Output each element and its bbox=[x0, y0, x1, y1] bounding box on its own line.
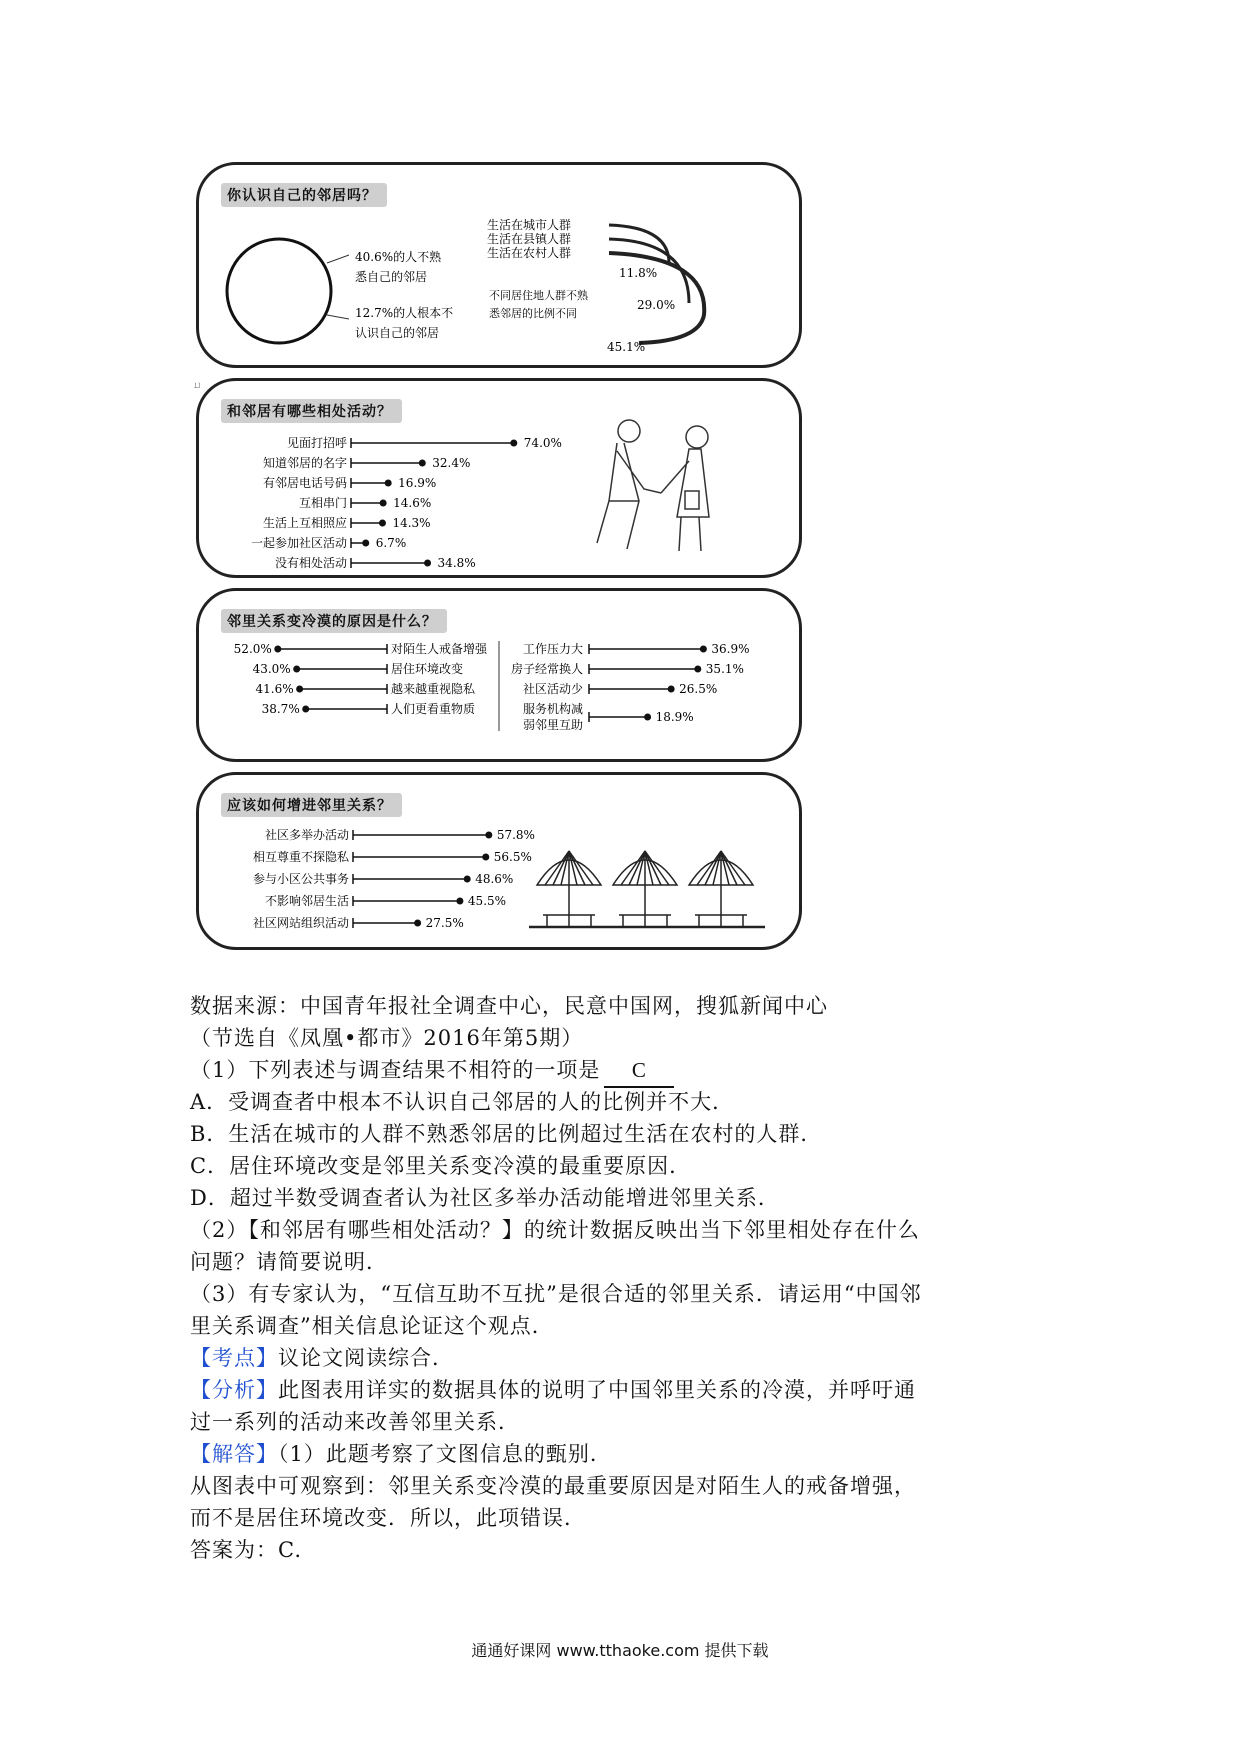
improve-chart bbox=[199, 775, 799, 949]
question-1 bbox=[190, 1054, 1050, 1086]
activity-value: 74.0% bbox=[523, 436, 562, 450]
reason-right-dot bbox=[694, 666, 701, 673]
reason-left-label: 对陌生人戒备增强 bbox=[391, 642, 488, 656]
activity-dot bbox=[419, 460, 426, 467]
value-rural: 45.1% bbox=[607, 340, 646, 354]
question-2-line2: 问题？请简要说明． bbox=[190, 1250, 388, 1274]
improve-label: 社区网站组织活动 bbox=[252, 916, 349, 930]
side-mark: ㄩ bbox=[193, 381, 203, 391]
couple-illustration bbox=[597, 420, 709, 551]
activity-dot bbox=[362, 540, 369, 547]
note-b-line2: 认识自己的邻居 bbox=[355, 326, 440, 340]
panel-title-activities: 和邻居有哪些相处活动？ bbox=[221, 399, 402, 423]
jieda-line2: 从图表中可观察到：邻里关系变冷漠的最重要原因是对陌生人的戒备增强， bbox=[190, 1474, 916, 1498]
improve-value: 57.8% bbox=[496, 828, 535, 842]
reason-left-value: 43.0% bbox=[252, 662, 291, 676]
activity-label: 见面打招呼 bbox=[286, 436, 347, 450]
improve-label: 社区多举办活动 bbox=[264, 828, 349, 842]
panel-activities bbox=[196, 378, 802, 578]
value-city: 11.8% bbox=[619, 266, 658, 280]
question-1-text: （1）下列表述与调查结果不相符的一项是 bbox=[190, 1058, 601, 1082]
option-a: A．受调查者中根本不认识自己邻居的人的比例并不大． bbox=[190, 1090, 735, 1114]
question-text bbox=[190, 990, 1050, 1566]
activity-dot bbox=[424, 560, 431, 567]
kaodian-text: 议论文阅读综合． bbox=[278, 1346, 454, 1370]
question-1-answer: C bbox=[604, 1054, 674, 1088]
note-a-line2: 悉自己的邻居 bbox=[355, 270, 428, 284]
reason-right-label: 房子经常换人 bbox=[510, 662, 583, 676]
improve-value: 48.6% bbox=[475, 872, 514, 886]
reason-right-label-1: 服务机构减 bbox=[522, 702, 583, 716]
caption-line1: 不同居住地人群不熟 bbox=[489, 289, 588, 302]
activity-label: 知道邻居的名字 bbox=[262, 456, 347, 470]
question-3-line1: （3）有专家认为，“互信互助不互扰”是很合适的邻里关系．请运用“中国邻 bbox=[190, 1282, 922, 1306]
question-2-line1: （2）【和邻居有哪些相处活动？】的统计数据反映出当下邻里相处存在什么 bbox=[190, 1218, 920, 1242]
activity-dot bbox=[385, 480, 392, 487]
activity-value: 14.6% bbox=[393, 496, 432, 510]
reason-right-label: 工作压力大 bbox=[522, 642, 583, 656]
jieda-line3: 而不是居住环境改变．所以，此项错误． bbox=[190, 1506, 586, 1530]
caption-line2: 悉邻居的比例不同 bbox=[489, 307, 577, 320]
improve-dot bbox=[414, 920, 421, 927]
group-rural: 生活在农村人群 bbox=[487, 246, 572, 260]
jieda-line bbox=[190, 1438, 1050, 1470]
reason-right-value: 18.9% bbox=[655, 710, 694, 724]
reason-left-label: 越来越重视隐私 bbox=[391, 682, 476, 696]
kaodian-line bbox=[190, 1342, 1050, 1374]
reason-right-value: 36.9% bbox=[711, 642, 750, 656]
question-3-line2: 里关系调查”相关信息论证这个观点． bbox=[190, 1314, 554, 1338]
note-a-line1: 40.6%的人不熟 bbox=[355, 250, 442, 264]
reason-left-value: 38.7% bbox=[261, 702, 300, 716]
jieda-text: （1）此题考察了文图信息的甄别． bbox=[278, 1442, 612, 1466]
panel-improve bbox=[196, 772, 802, 950]
proportion-circle bbox=[227, 239, 331, 343]
survey-infographic bbox=[196, 160, 818, 984]
option-b: B．生活在城市的人群不熟悉邻居的比例超过生活在农村的人群． bbox=[190, 1122, 823, 1146]
reasons-chart bbox=[199, 591, 799, 761]
reason-right-value: 35.1% bbox=[705, 662, 744, 676]
panel-reasons bbox=[196, 588, 802, 762]
activity-label: 互相串门 bbox=[298, 496, 347, 510]
activity-value: 16.9% bbox=[398, 476, 437, 490]
improve-value: 56.5% bbox=[493, 850, 532, 864]
reason-right-dot bbox=[644, 714, 651, 721]
reason-left-value: 52.0% bbox=[233, 642, 272, 656]
group-county: 生活在县镇人群 bbox=[487, 232, 572, 246]
activity-value: 6.7% bbox=[375, 536, 407, 550]
source-line: 数据来源：中国青年报社全调查中心，民意中国网，搜狐新闻中心 bbox=[190, 994, 828, 1018]
umbrella-tables-illustration bbox=[537, 851, 753, 927]
reason-right-dot bbox=[700, 646, 707, 653]
improve-value: 27.5% bbox=[425, 916, 464, 930]
excerpt-line: （节选自《凤凰•都市》2016年第5期） bbox=[190, 1026, 584, 1050]
activity-value: 32.4% bbox=[432, 456, 471, 470]
panel-title-improve: 应该如何增进邻里关系？ bbox=[221, 793, 402, 817]
reason-left-label: 人们更看重物质 bbox=[391, 702, 476, 716]
improve-dot bbox=[482, 854, 489, 861]
activity-label: 生活上互相照应 bbox=[262, 516, 347, 530]
activity-dot bbox=[510, 440, 517, 447]
panel-title-know: 你认识自己的邻居吗？ bbox=[221, 183, 387, 207]
option-c: C．居住环境改变是邻里关系变冷漠的最重要原因． bbox=[190, 1154, 692, 1178]
activity-value: 14.3% bbox=[392, 516, 431, 530]
improve-label: 参与小区公共事务 bbox=[252, 872, 349, 886]
activity-value: 34.8% bbox=[437, 556, 476, 570]
jieda-line4: 答案为：C. bbox=[190, 1538, 302, 1562]
fenxi-label: 【分析】 bbox=[190, 1378, 278, 1402]
reason-right-label: 社区活动少 bbox=[522, 682, 583, 696]
panel-know-neighbors bbox=[196, 162, 802, 368]
fenxi-text: 此图表用详实的数据具体的说明了中国邻里关系的冷漠，并呼吁通 bbox=[278, 1378, 916, 1402]
activity-label: 没有相处活动 bbox=[274, 556, 347, 570]
jieda-label: 【解答】 bbox=[190, 1442, 278, 1466]
reason-left-label: 居住环境改变 bbox=[391, 662, 464, 676]
reason-right-dot bbox=[668, 686, 675, 693]
fenxi-line bbox=[190, 1374, 1050, 1406]
improve-value: 45.5% bbox=[467, 894, 507, 908]
footer-credit: 通通好课网 www.tthaoke.com 提供下载 bbox=[471, 1641, 769, 1660]
reason-left-value: 41.6% bbox=[255, 682, 294, 696]
improve-label: 不影响邻居生活 bbox=[264, 894, 349, 908]
panel-title-reasons: 邻里关系变冷漠的原因是什么？ bbox=[221, 609, 447, 633]
fenxi-line2: 过一系列的活动来改善邻里关系． bbox=[190, 1410, 520, 1434]
improve-label: 相互尊重不探隐私 bbox=[252, 850, 349, 864]
improve-dot bbox=[464, 876, 471, 883]
kaodian-label: 【考点】 bbox=[190, 1346, 278, 1370]
activity-dot bbox=[380, 500, 387, 507]
group-city: 生活在城市人群 bbox=[487, 218, 572, 232]
improve-dot bbox=[485, 832, 492, 839]
option-d: D．超过半数受调查者认为社区多举办活动能增进邻里关系． bbox=[190, 1186, 780, 1210]
activities-chart bbox=[199, 381, 799, 577]
improve-dot bbox=[456, 898, 463, 905]
value-county: 29.0% bbox=[637, 298, 676, 312]
note-b-line1: 12.7%的人根本不 bbox=[355, 306, 454, 320]
reason-right-label-2: 弱邻里互助 bbox=[522, 718, 583, 732]
reason-right-value: 26.5% bbox=[679, 682, 718, 696]
panel1-graphic bbox=[199, 165, 799, 365]
activity-dot bbox=[379, 520, 386, 527]
activity-label: 一起参加社区活动 bbox=[250, 536, 347, 550]
activity-label: 有邻居电话号码 bbox=[262, 476, 347, 490]
